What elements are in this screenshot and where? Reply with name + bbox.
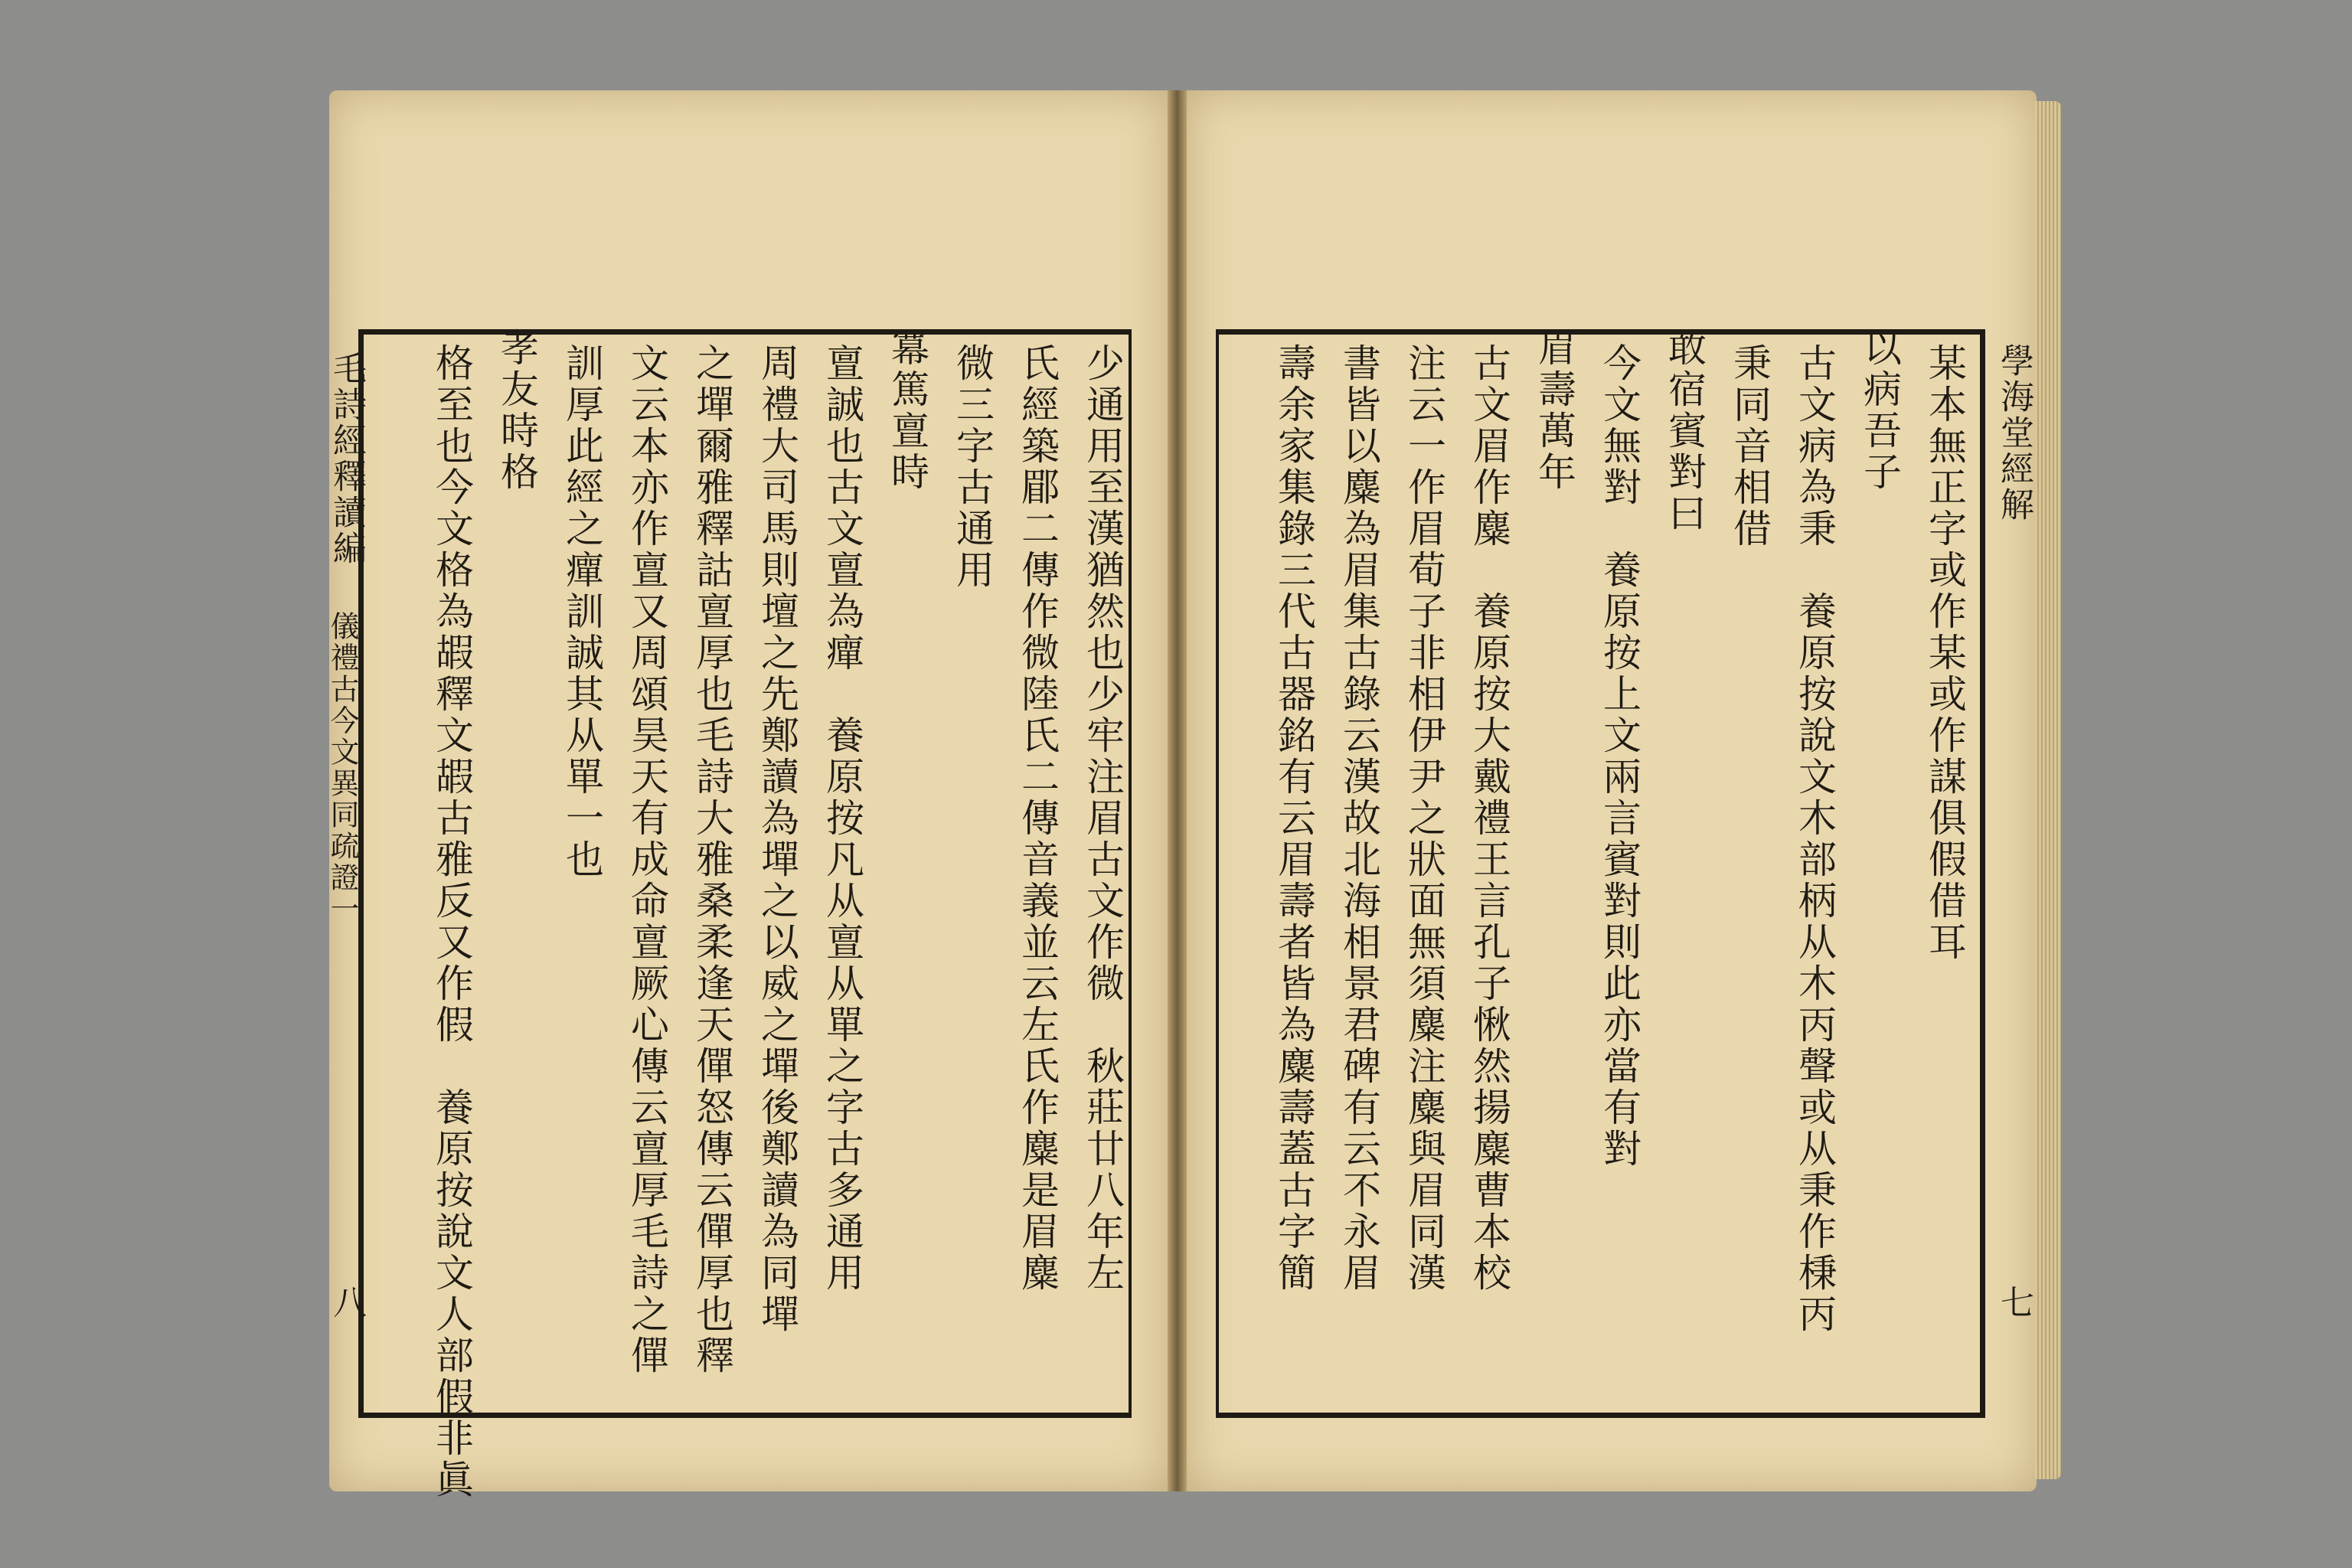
left-column-2: 氏經築郿二傳作微陸氏二傳音義並云左氏作麋是眉麋 bbox=[1015, 343, 1060, 1294]
left-gutter-page-number: 八 bbox=[327, 1285, 366, 1321]
left-column-5: 亶誠也古文亶為癉 養原按凡从亶从單之字古多通用 bbox=[820, 343, 864, 1294]
right-heading-2: 敢宿賓對曰 bbox=[1662, 328, 1707, 534]
page-edges bbox=[2035, 101, 2061, 1479]
left-column-3: 微三字古通用 bbox=[950, 343, 995, 591]
left-column-9: 訓厚此經之癉訓誠其从單一也 bbox=[560, 343, 604, 880]
left-column-7: 之墠爾雅釋詁亶厚也毛詩大雅桑柔逢天僤怒傳云僤厚也釋 bbox=[690, 343, 734, 1377]
right-column-11: 壽余家集錄三代古器銘有云眉壽者皆為麋壽蓋古字簡 bbox=[1272, 343, 1316, 1294]
right-column-6: 今文無對 養原按上文兩言賓對則此亦當有對 bbox=[1597, 343, 1642, 1170]
right-column-1: 某本無正字或作某或作謀俱假借耳 bbox=[1922, 343, 1967, 963]
left-column-11: 格至也今文格為嘏釋文嘏古雅反又作假 養原按說文人部假非眞 bbox=[430, 343, 474, 1501]
right-gutter-border bbox=[1980, 329, 1983, 1418]
right-heading-1: 以病吾子 bbox=[1857, 328, 1902, 493]
left-gutter-subtitle: 儀禮古今文異同疏證一 bbox=[325, 611, 359, 925]
right-gutter-title: 學海堂經解 bbox=[1994, 343, 2034, 523]
left-column-1: 少通用至漢猶然也少牢注眉古文作微 秋莊廿八年左 bbox=[1080, 343, 1125, 1294]
open-book bbox=[325, 90, 2037, 1501]
left-column-6: 周禮大司馬則壇之先鄭讀為墠之以威之墠後鄭讀為同墠 bbox=[755, 343, 799, 1335]
right-heading-3: 眉壽萬年 bbox=[1532, 328, 1576, 493]
right-column-9: 注云一作眉荀子非相伊尹之狀面無須麋注麋與眉同漢 bbox=[1402, 343, 1446, 1294]
left-heading-2: 孝友時格 bbox=[495, 328, 539, 493]
right-column-10: 書皆以麋為眉集古錄云漢故北海相景君碑有云不永眉 bbox=[1337, 343, 1381, 1294]
right-gutter-page-number: 七 bbox=[1994, 1285, 2034, 1321]
left-gutter-title: 毛詩經釋讀編 bbox=[327, 351, 366, 567]
left-column-8: 文云本亦作亶又周頌昊天有成命亶厥心傳云亶厚毛詩之僤 bbox=[625, 343, 669, 1377]
book-spine bbox=[1168, 90, 1187, 1491]
right-column-4: 秉同音相借 bbox=[1727, 343, 1772, 550]
left-heading-1: 冪篤亶時 bbox=[885, 328, 929, 493]
right-column-3: 古文病為秉 養原按說文木部柄从木丙聲或从秉作棅丙 bbox=[1792, 343, 1837, 1335]
right-column-8: 古文眉作麋 養原按大戴禮王言孔子愀然揚麋曹本校 bbox=[1467, 343, 1511, 1294]
